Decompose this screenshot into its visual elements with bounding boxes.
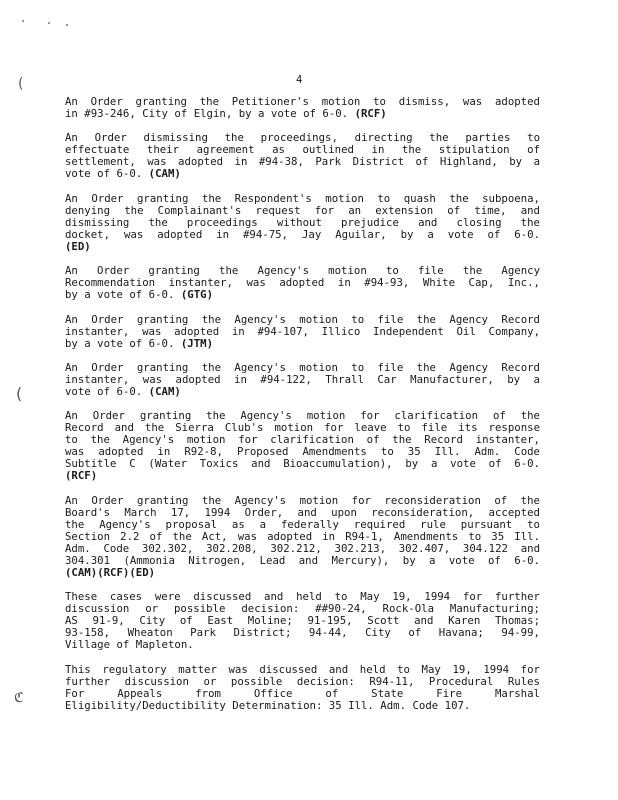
- scan-speck: [66, 24, 68, 26]
- paragraph: [65, 591, 540, 651]
- paragraph-line: Subtitle C (Water Toxics and Bioaccumulation), by a vote of 6-0.: [65, 457, 540, 471]
- paragraph-line: An Order granting the Petitioner's motion to dismiss, was adopted: [65, 95, 540, 108]
- paragraph: [65, 132, 540, 180]
- scan-speck: [48, 22, 50, 24]
- document-body: [65, 96, 540, 724]
- paragraph-line: This regulatory matter was discussed and held to May 19, 1994 for: [65, 662, 540, 676]
- paragraph-line: An Order granting the Agency's motion for clarification of the: [65, 409, 540, 423]
- paragraph-line: to the Agency's motion for clarification of the Record instanter,: [65, 433, 540, 447]
- paragraph-line: vote of 6-0. (CAM): [65, 384, 181, 398]
- paragraph: [65, 314, 540, 350]
- paragraph: [65, 410, 540, 482]
- paragraph-line: the Agency's proposal as a federally required rule pursuant to: [65, 517, 540, 531]
- paragraph-line: Section 2.2 of the Act, was adopted in R94-1, Amendments to 35 Ill.: [65, 529, 540, 543]
- paragraph-line: Adm. Code 302.302, 302.208, 302.212, 302.213, 302.407, 304.122 and: [65, 541, 540, 555]
- paragraph-line: (RCF): [65, 469, 98, 483]
- paragraph-line: settlement, was adopted in #94-38, Park District of Highland, by a: [65, 155, 540, 169]
- punch-hole-mark: ℭ: [14, 690, 24, 706]
- paragraph-line: by a vote of 6-0. (GTG): [65, 288, 214, 302]
- paragraph-line: instanter, was adopted in #94-107, Illico Independent Oil Company,: [65, 324, 540, 338]
- paragraph-line: These cases were discussed and held to May 19, 1994 for further: [65, 590, 540, 604]
- paragraph: [65, 96, 540, 120]
- paragraph-line: An Order granting the Agency's motion to file the Agency Record: [65, 312, 540, 326]
- paragraph-line: in #93-246, City of Elgin, by a vote of 6-0. (RCF): [65, 107, 387, 120]
- paragraph-line: discussion or possible decision: ##90-24, Rock-Ola Manufacturing;: [65, 602, 540, 616]
- paragraph-line: vote of 6-0. (CAM): [65, 167, 181, 181]
- paragraph: [65, 495, 540, 579]
- paragraph-line: For Appeals from Office of State Fire Marshal: [65, 686, 540, 700]
- paragraph-line: denying the Complainant's request for an extension of time, and: [65, 203, 540, 217]
- paragraph-line: An Order granting the Agency's motion to file the Agency: [65, 264, 540, 278]
- paragraph-line: dismissing the proceedings without prejudice and closing the: [65, 215, 540, 229]
- paragraph-line: An Order dismissing the proceedings, directing the parties to: [65, 131, 540, 145]
- paragraph: [65, 193, 540, 253]
- paragraph-line: AS 91-9, City of East Moline; 91-195, Scott and Karen Thomas;: [65, 614, 540, 628]
- page-number: 4: [296, 74, 303, 86]
- paragraph-line: Record and the Sierra Club's motion for leave to file its response: [65, 421, 540, 435]
- paragraph: [65, 362, 540, 398]
- paragraph-line: further discussion or possible decision: R94-11, Procedural Rules: [65, 674, 540, 688]
- paragraph-line: An Order granting the Agency's motion for reconsideration of the: [65, 493, 540, 507]
- paragraph-line: instanter, was adopted in #94-122, Thrall Car Manufacturer, by a: [65, 372, 540, 386]
- paragraph-line: effectuate their agreement as outlined in the stipulation of: [65, 143, 540, 157]
- paragraph-line: 93-158, Wheaton Park District; 94-44, City of Havana; 94-99,: [65, 626, 540, 640]
- paragraph-line: 304.301 (Ammonia Nitrogen, Lead and Mercury), by a vote of 6-0.: [65, 553, 540, 567]
- scan-speck: [22, 20, 24, 22]
- punch-hole-mark: (: [16, 384, 23, 403]
- punch-hole-mark: (: [18, 76, 24, 92]
- paragraph-line: Eligibility/Deductibility Determination: 35 Ill. Adm. Code 107.: [65, 698, 471, 712]
- paragraph-line: Board's March 17, 1994 Order, and upon reconsideration, accepted: [65, 505, 540, 519]
- paragraph-line: docket, was adopted in #94-75, Jay Aguilar, by a vote of 6-0.: [65, 227, 540, 241]
- paragraph-line: Village of Mapleton.: [65, 638, 194, 652]
- paragraph: [65, 265, 540, 301]
- paragraph-line: An Order granting the Respondent's motion to quash the subpoena,: [65, 191, 540, 205]
- paragraph-line: by a vote of 6-0. (JTM): [65, 336, 214, 350]
- paragraph-line: (ED): [65, 239, 91, 253]
- paragraph-line: Recommendation instanter, was adopted in #94-93, White Cap, Inc.,: [65, 276, 540, 290]
- paragraph-line: was adopted in R92-8, Proposed Amendments to 35 Ill. Adm. Code: [65, 445, 540, 459]
- paragraph-line: An Order granting the Agency's motion to file the Agency Record: [65, 360, 540, 374]
- paragraph: [65, 664, 540, 712]
- paragraph-line: (CAM)(RCF)(ED): [65, 565, 156, 579]
